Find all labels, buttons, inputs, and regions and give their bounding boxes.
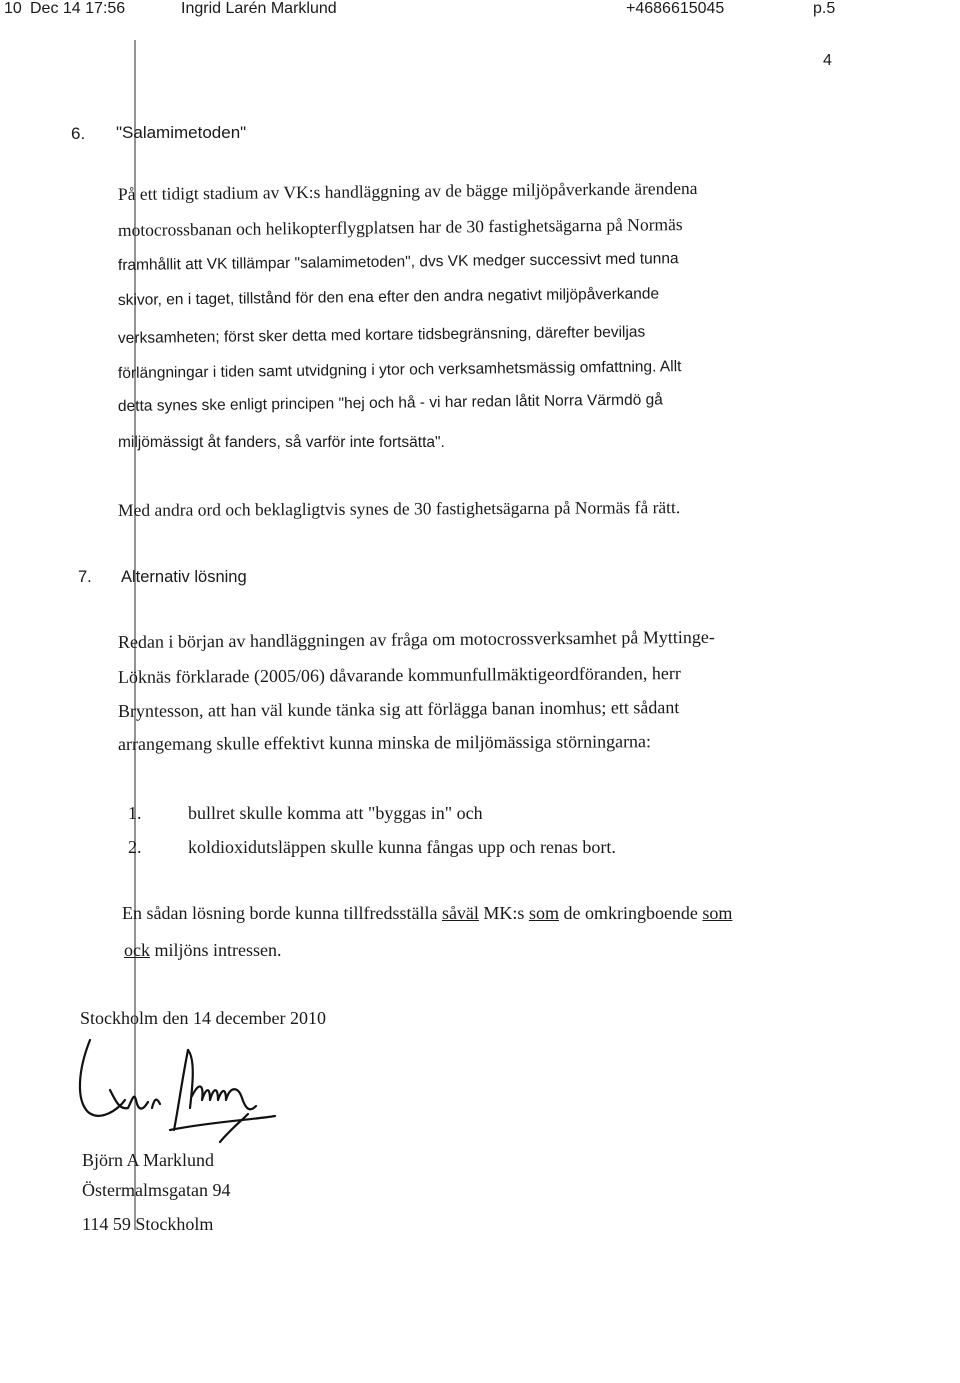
fax-sender: Ingrid Larén Marklund — [181, 0, 337, 17]
page-number: 4 — [823, 52, 832, 69]
section7-line: Bryntesson, att han väl kunde tänka sig att förlägga banan inomhus; ett sådant — [117, 697, 680, 721]
list-item-number: 2. — [128, 837, 142, 857]
section7-line: arrangemang skulle effektivt kunna minska de miljömässiga störningarna: — [117, 731, 652, 754]
section6-line: skivor, en i taget, tillstånd för den ena efter den andra negativt miljöpåverkande — [117, 285, 660, 309]
closing-text: En sådan lösning borde kunna tillfredsställa — [122, 903, 442, 923]
closing-text: de omkringboende — [558, 903, 703, 923]
section7-line: Redan i början av handläggningen av fråga om motocrossverksamhet på Myttinge- — [117, 626, 715, 652]
section6-line: framhållit att VK tillämpar "salamimetoden", dvs VK medger successivt med tunna — [117, 250, 679, 274]
closing-text: MK:s — [478, 903, 529, 923]
section6-line: miljömässigt åt fanders, så varför inte fortsätta". — [118, 434, 445, 451]
section7-number: 7. — [78, 568, 92, 586]
list-item-text: koldioxidutsläppen skulle kunna fångas upp och renas bort. — [188, 837, 616, 857]
section6-line: detta synes ske enligt principen "hej och hå - vi har redan låtit Norra Värmdö gå — [117, 391, 663, 415]
section6-line: förlängningar i tiden samt utvidgning i ytor och verksamhetsmässig omfattning. Allt — [117, 358, 682, 382]
fax-page: p.5 — [813, 0, 836, 17]
underlined-word: som — [528, 903, 559, 923]
closing-line-1 — [122, 903, 732, 924]
section6-line: verksamheten; först sker detta med kortare tidsbegränsning, därefter beviljas — [117, 323, 646, 347]
list-item-number: 1. — [128, 803, 142, 823]
place-date: Stockholm den 14 december 2010 — [80, 1008, 326, 1028]
signer-name: Björn A Marklund — [82, 1150, 215, 1170]
underlined-word: som — [702, 903, 733, 923]
section6-conclusion: Med andra ord och beklagligtvis synes de 30 fastighetsägarna på Normäs få rätt. — [117, 497, 681, 520]
closing-text: miljöns intressen. — [150, 940, 282, 960]
section7-heading: Alternativ lösning — [121, 568, 247, 586]
section6-number: 6. — [71, 124, 86, 143]
section7-line: Löknäs förklarade (2005/06) dåvarande kommunfullmäktigeordföranden, herr — [117, 663, 681, 687]
handwritten-signature — [70, 1030, 280, 1150]
section6-line: På ett tidigt stadium av VK:s handläggning av de bägge miljöpåverkande ärendena — [117, 177, 698, 204]
fax-datetime: Dec 14 17:56 — [30, 0, 126, 17]
underlined-word: ock — [124, 940, 150, 960]
closing-line-2 — [124, 940, 282, 961]
underlined-word: såväl — [441, 903, 479, 923]
section6-heading: "Salamimetoden" — [116, 123, 247, 142]
signer-postal: 114 59 Stockholm — [82, 1214, 214, 1234]
list-item-text: bullret skulle komma att "byggas in" och — [188, 803, 483, 823]
signer-street: Östermalmsgatan 94 — [82, 1180, 231, 1200]
fax-phone: +4686615045 — [626, 0, 725, 17]
section6-line: motocrossbanan och helikopterflygplatsen har de 30 fastighetsägarna på Normäs — [117, 214, 683, 240]
fax-page-counter: 10 — [4, 0, 22, 17]
